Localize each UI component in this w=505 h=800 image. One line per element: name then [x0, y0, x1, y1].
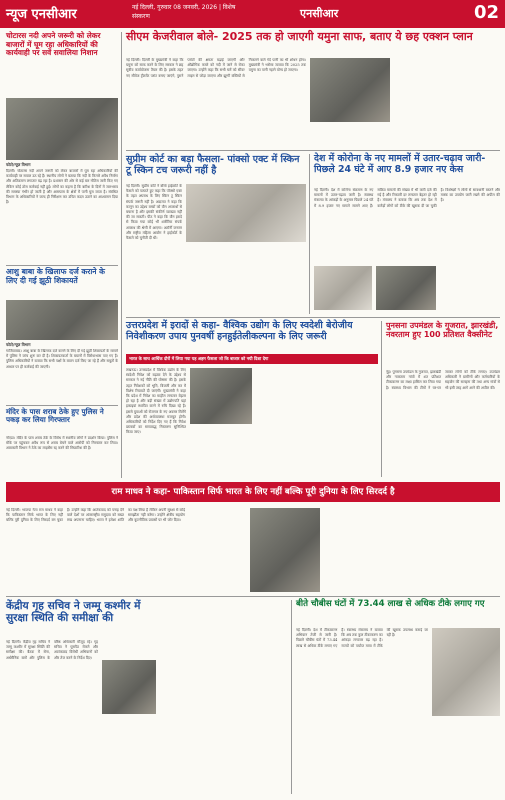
chatoras-caption: फोटो/न्यूज़ विभाग: [6, 162, 31, 167]
corona-headline: देश में कोरोना के नए मामलों में उतार-चढ़ाव जारी- पिछले 24 घंटे में आए 8.9 हजार नए केस: [314, 153, 486, 175]
supreme-court-headline: सुप्रीम कोर्ट का बड़ा फैसला- पांक्सो एक्ट में स्किन टू स्किन टच जरूरी नहीं है: [126, 154, 300, 177]
supreme-court-body: नई दिल्ली। सुप्रीम कोर्ट ने बॉम्बे हाईकोर्ट के फैसले को पलटते हुए कहा कि पॉक्सो एक्ट के तहत अपराध के लिए स्किन टू स्किन संपर्क जरूरी नहीं है। अदालत ने कहा कि कानून का उद्देश्य बच्चों को यौन अपराधों से बचाना है और इसकी संकीर्ण व्याख्या नहीं की जा सकती। पीठ ने कहा कि यौन इरादे से किया गया कोई भी शारीरिक संपर्क अपराध की श्रेणी में आएगा। अटॉर्नी जनरल और राष्ट्रीय महिला आयोग ने हाईकोर्ट के फैसले को चुनौती दी थी।: [126, 184, 182, 241]
mandir-body: नोएडा। मंदिर के पास शराब ठेके के विरोध में स्थानीय लोगों ने प्रदर्शन किया। पुलिस ने मौके पर पहुंचकर अवैध रूप से शराब बेचने वाले आरोपी को गिरफ्तार कर लिया। आबकारी विभाग ने ठेके का लाइसेंस रद्द करने की सिफारिश की है।: [6, 436, 118, 451]
column-divider: [121, 32, 122, 478]
column-divider: [291, 600, 292, 794]
kendriya-body: नई दिल्ली। केंद्रीय गृह सचिव ने जम्मू कश्मीर में सुरक्षा स्थिति की समीक्षा की। बैठक में सेना, अर्धसैनिक बलों और पुलिस के वरिष्ठ अधिकारी मौजूद रहे। गृह सचिव ने घुसपैठ रोकने और आतंकवाद विरोधी अभियानों को और तेज करने के निर्देश दिए।: [6, 640, 98, 660]
corona-photo-1: [314, 266, 372, 310]
masthead-dateline: नई दिल्ली, गुरुवार 08 जनवरी, 2026 | विशेष संस्करण: [132, 4, 236, 20]
kejriwal-photo: [310, 58, 390, 122]
ram-madhav-body-cont: [324, 508, 500, 592]
vaccine-body-cont: [432, 720, 500, 794]
divider: [6, 405, 118, 406]
uttar-pradesh-strap: भारत के साथ आर्थिक दौरों में लिया गया यह अहम फैसला जो कि बाजार को नयी दिशा देगा: [126, 354, 378, 364]
vaccine-photo: [432, 628, 500, 716]
punsgana-body: नूंह। पुनसना उपमंडल के गुजरात, झारखंडी और नवरताम गांवों में शत प्रतिशत टीकाकरण का लक्ष्य हासिल कर लिया गया है। स्वास्थ्य विभाग की टीमों ने घर-घर जाकर लोगों को टीके लगाए। उपमंडल अधिकारी ने ग्रामीणों और कर्मचारियों के सहयोग की सराहना की तथा अन्य गांवों से भी इसी तरह आगे आने की अपील की।: [386, 370, 500, 390]
column-divider: [381, 321, 382, 477]
punsgana-headline: पुनसना उपमंडल के गुजरात, झारखंडी, नवरताम हुए 100 प्रतिशत वैक्सीनेट: [386, 321, 499, 340]
ashu-caption: फोटो/न्यूज़ विभाग: [6, 342, 31, 347]
ashu-headline: आशु बाबा के खिलाफ दर्ज कराने के लिए दी गई झूठी शिकायतें: [6, 267, 105, 285]
ram-madhav-body: नई दिल्ली। भाजपा नेता राम माधव ने कहा कि पाकिस्तान सिर्फ भारत के लिए नहीं बल्कि पूरी दुनिया के लिए सिरदर्द बन चुका है। उन्होंने कहा कि आतंकवाद को पनाह देने वाले देशों पर अंतरराष्ट्रीय समुदाय को सख्त रुख अपनाना चाहिए। भारत ने हमेशा शांति का पक्ष लिया है लेकिन अपनी सुरक्षा से कोई समझौता नहीं करेगा। उन्होंने क्षेत्रीय सहयोग और कूटनीतिक प्रयासों पर भी जोर दिया।: [6, 508, 185, 523]
ram-madhav-photo: [250, 508, 320, 592]
ashu-body: गाजियाबाद। आशु बाबा के खिलाफ दर्ज कराने के लिए दी गई झूठी शिकायतों के मामले में पुलिस ने जांच शुरू कर दी है। शिकायतकर्ता के बयानों में विरोधाभास पाए गए हैं। पुलिस अधिकारियों ने बताया कि सभी पक्षों के बयान दर्ज किए जा रहे हैं और सबूतों के आधार पर ही कार्रवाई की जाएगी।: [6, 349, 118, 369]
corona-body: नई दिल्ली। देश में कोरोना संक्रमण के नए मामलों में उतार-चढ़ाव जारी है। स्वास्थ्य मंत्रालय के आंकड़ों के अनुसार पिछले 24 घंटे में 8.9 हजार नए मामले सामने आए हैं। सक्रिय मामलों की संख्या में भी कमी दर्ज की गई है और रिकवरी दर लगातार बेहतर हो रही है। मंत्रालय ने बताया कि अब तक देश में करोड़ों लोगों को टीके की खुराक दी जा चुकी है। विशेषज्ञों ने लोगों से सावधानी बरतने और मास्क का उपयोग जारी रखने की अपील की है।: [314, 188, 500, 208]
kendriya-body-cont: [160, 600, 288, 794]
uttar-pradesh-body-cont: [256, 368, 378, 476]
corona-body-cont: [440, 266, 500, 310]
divider: [126, 150, 500, 151]
uttar-pradesh-body: लखनऊ। उत्तरप्रदेश में वैश्विक उद्योग के लिए स्वदेशी निवेश को बढ़ावा देने के उद्देश्य से सरकार ने नई नीति की घोषणा की है। इसके तहत निवेशकों को भूमि, बिजली और कर में विशेष रियायतें दी जाएंगी। मुख्यमंत्री ने कहा कि प्रदेश में निवेश का माहौल लगातार बेहतर हो रहा है और बड़ी संख्या में उद्योगपति यहां इकाइयां स्थापित करने में रुचि दिखा रहे हैं। इससे युवाओं को रोजगार के नए अवसर मिलेंगे और प्रदेश की अर्थव्यवस्था मजबूत होगी। अधिकारियों को निर्देश दिए गए हैं कि निवेश प्रस्तावों का समयबद्ध निस्तारण सुनिश्चित किया जाए।: [126, 368, 186, 435]
brand-name: न्यूज एनसीआर: [6, 7, 77, 22]
mandir-headline: मंदिर के पास शराब ठेके हुए पुलिस ने पकड़ कर लिया गिरफ्तार: [6, 407, 104, 425]
supreme-court-body-cont: [186, 246, 306, 314]
section-title: एनसीआर: [300, 7, 339, 20]
vaccine-headline: बीते चौबीस घंटों में 73.44 लाख से अधिक टीके लगाए गए: [296, 599, 485, 609]
kejriwal-headline: सीएम केजरीवाल बोले- 2025 तक हो जाएगी यमुना साफ, बताए ये छह एक्शन प्लान: [126, 30, 473, 43]
kejriwal-body-cont: [394, 58, 500, 148]
chatoras-body: दिल्ली। चोटारस नदी अपने जरूरी को लेकर बाजारों में घूम रहा अधिकारियों की कार्यवाही पर सवाल उठ रहे हैं। स्थानीय लोगों ने बताया कि नदी के किनारे अवैध निर्माण और अतिक्रमण लगातार बढ़ रहा है। प्रशासन की ओर से कई बार नोटिस जारी किए गए लेकिन कोई ठोस कार्रवाई नहीं हुई। लोगों का कहना है कि बारिश के दिनों में जलभराव की समस्या गंभीर हो जाती है और आसपास के क्षेत्रों में पानी घुस जाता है। संबंधित विभाग के अधिकारियों ने जल्द ही निरीक्षण कर उचित कदम उठाने का आश्वासन दिया है।: [6, 169, 118, 205]
page-number: 02: [473, 2, 499, 23]
kejriwal-body: नई दिल्ली। दिल्ली के मुख्यमंत्री ने कहा कि यमुना को साफ करने के लिए सरकार ने छह सूत्रीय कार्ययोजना तैयार की है। इसके तहत नए सीवेज ट्रीटमेंट प्लांट बनाए जाएंगे, पुराने प्लांटों की क्षमता बढ़ाई जाएगी और औद्योगिक कचरे को नदी में जाने से रोका जाएगा। उन्होंने कहा कि सभी घरों को सीवर लाइन से जोड़ा जाएगा और झुग्गी बस्तियों से निकलने वाले गंदे पानी का भी शोधन होगा। मुख्यमंत्री ने भरोसा जताया कि 2025 तक यमुना का पानी नहाने योग्य हो जाएगा।: [126, 58, 306, 78]
kendriya-photo: [102, 660, 156, 714]
ram-madhav-headline: राम माधव ने कहा- पाकिस्तान सिर्फ भारत के लिए नहीं बल्कि पूरी दुनिया के लिए सिरदर्द है: [6, 482, 500, 502]
ashu-photo: [6, 300, 118, 340]
kendriya-headline: केंद्रीय गृह सचिव ने जम्मू कश्मीर में सुरक्षा स्थिति की समीक्षा की: [6, 600, 141, 625]
vaccine-body: नई दिल्ली। देश में टीकाकरण अभियान तेजी से जारी है। पिछले चौबीस घंटों में 73.44 लाख से अधिक टीके लगाए गए हैं। स्वास्थ्य मंत्रालय ने बताया कि अब तक कुल टीकाकरण का आंकड़ा लगातार बढ़ रहा है। राज्यों को पर्याप्त मात्रा में टीके की खुराक उपलब्ध कराई जा रही है।: [296, 628, 428, 648]
uttar-pradesh-photo: [190, 368, 252, 424]
divider: [6, 265, 118, 266]
divider: [6, 596, 500, 597]
column-divider: [309, 154, 310, 314]
chatoras-headline: चोटारस नदी अपने जरूरी को लेकर बाजारों में घूम रहा अधिकारियों की कार्यवाही पर सवें सवालिया निशान: [6, 31, 101, 58]
uttar-pradesh-headline: उत्तरप्रदेश में इरादों से कहा- वैश्विक उद्योग के लिए स्वदेशी बेरोजीय निवेशीकरण उपाय पुनवर्षी हनहुईतेलीकल्पना के लिए जरूरी: [126, 320, 353, 342]
supreme-court-photo: [186, 184, 306, 242]
divider: [126, 317, 500, 318]
corona-photo-2: [376, 266, 436, 310]
chatoras-photo: [6, 98, 118, 160]
